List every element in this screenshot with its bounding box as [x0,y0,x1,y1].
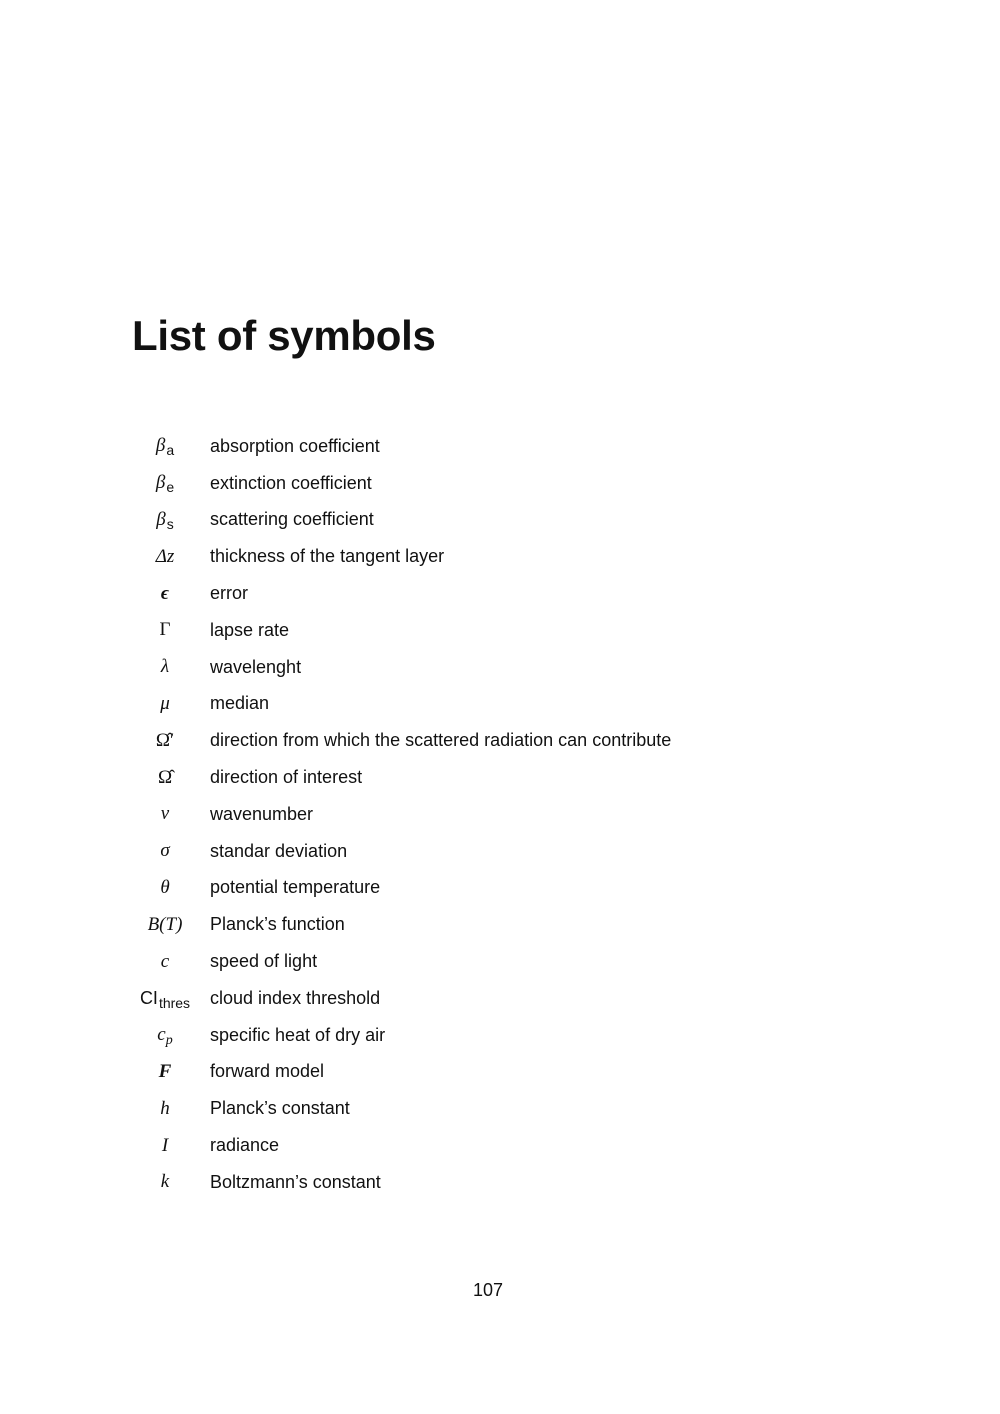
symbol-row [130,1090,830,1127]
symbol-row [130,1017,830,1054]
symbol-row [130,428,830,465]
symbol-row [130,1127,830,1164]
symbol-list [130,428,830,1201]
symbol-row [130,980,830,1017]
symbol: $\beta_s$ [156,508,174,532]
symbol-row [130,465,830,502]
symbol-description: median [210,693,270,714]
symbol: λ [160,656,170,678]
symbol-row [130,649,830,686]
symbol: $\beta_a$ [155,435,175,459]
symbol-row [130,538,830,575]
symbol: Ω̂′ [155,729,175,751]
symbol-description: cloud index threshold [210,987,381,1008]
symbol: $CI_{thres}$ [139,987,191,1011]
symbol: $\beta_e$ [155,472,175,496]
symbol: ϵ [160,582,170,604]
symbol-row [130,722,830,759]
symbol: $c_p$ [157,1024,173,1049]
symbol-description: lapse rate [210,619,290,640]
symbol: F [158,1060,172,1082]
symbol-row [130,612,830,649]
symbol-row [130,575,830,612]
symbol-row [130,502,830,539]
symbol-description: wavenumber [210,803,314,824]
symbol-description: wavelenght [210,656,302,677]
symbol-row [130,943,830,980]
symbol: Γ [159,619,171,641]
symbol-row [130,1164,830,1201]
symbol-description: error [210,583,249,604]
symbol: k [160,1171,170,1193]
symbol: Δz [155,545,175,567]
symbol: ν [160,803,170,825]
symbol-description: specific heat of dry air [210,1024,386,1045]
symbol-description: extinction coefficient [210,472,372,493]
symbol: I [161,1134,169,1156]
symbol-description: scattering coefficient [210,509,374,530]
symbol-row [130,1054,830,1091]
symbol-description: Boltzmann’s constant [210,1171,381,1192]
symbol-description: Planck’s constant [210,1098,350,1119]
page-title: List of symbols [132,312,436,359]
symbol-row [130,870,830,907]
symbol: μ [160,692,170,714]
symbol: c [160,950,170,972]
symbol-description: thickness of the tangent layer [210,546,445,567]
symbol-description: direction of interest [210,767,363,788]
symbol: B(T) [147,913,183,935]
symbol-description: Planck’s function [210,914,345,935]
symbol-row [130,796,830,833]
symbol-row [130,833,830,870]
symbol: θ [160,876,170,898]
symbol-description: absorption coefficient [210,435,380,456]
symbol-description: direction from which the scattered radiation can contribute [210,730,672,751]
page-number: 107 [472,1280,504,1300]
symbol-description: forward model [210,1061,325,1082]
symbol: h [160,1097,170,1119]
symbol-row [130,906,830,943]
symbol-description: standar deviation [210,840,348,861]
symbol: σ [160,840,170,862]
symbol-description: potential temperature [210,877,381,898]
symbol-row [130,759,830,796]
symbol-description: radiance [210,1135,280,1156]
symbol-row [130,686,830,723]
symbol: Ω̂ [157,766,173,788]
symbol-description: speed of light [210,951,318,972]
